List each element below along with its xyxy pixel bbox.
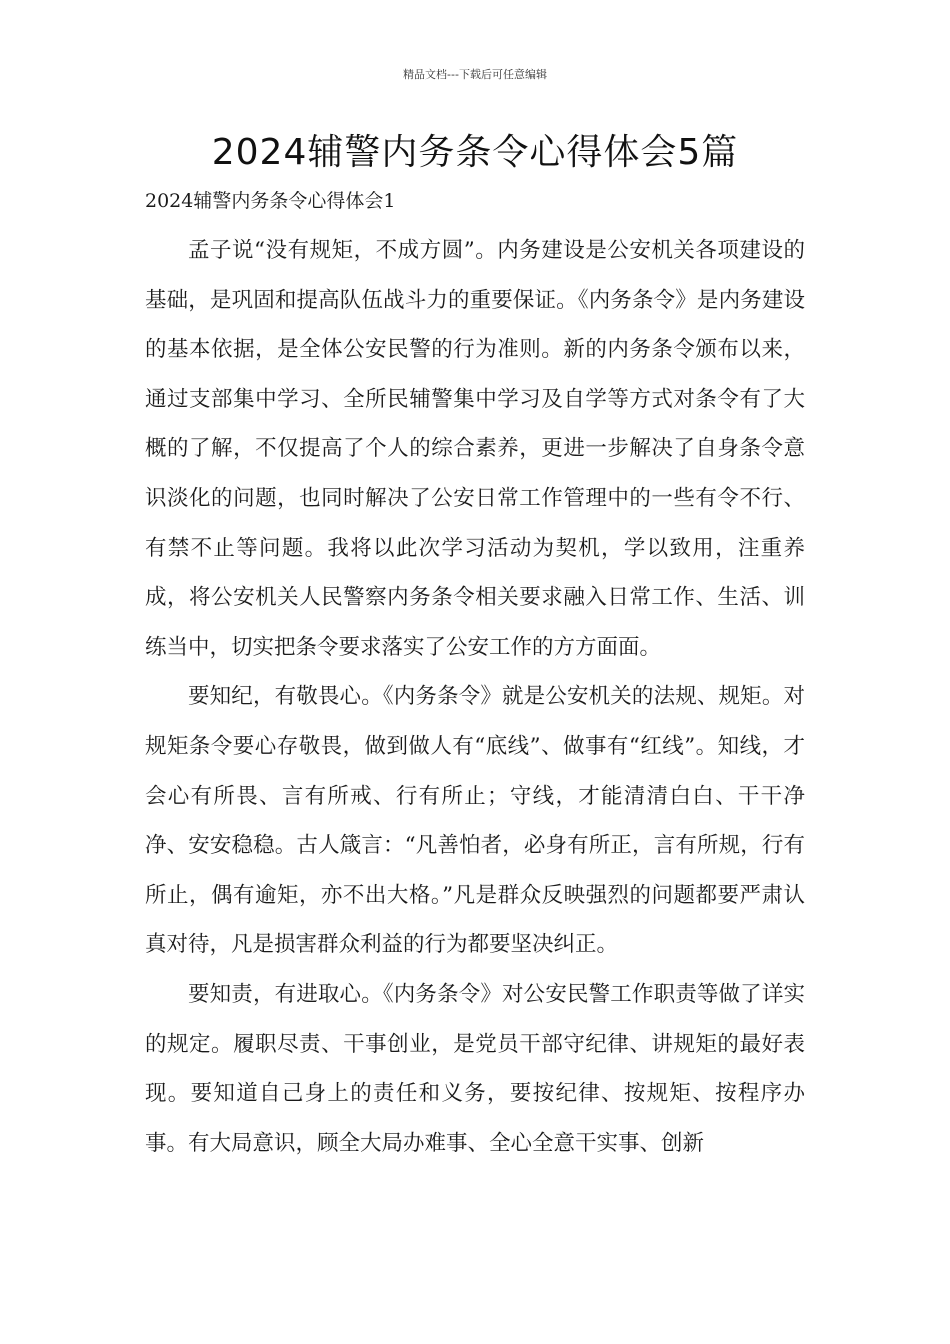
body-paragraph: 要知责，有进取心。《内务条令》对公安民警工作职责等做了详实的规定。履职尽责、干事创业，是党员干部守纪律、讲规矩的最好表现。要知道自己身上的责任和义务，要按纪律、按规矩、按程序办事。有大局意识，顾全大局办难事、全心全意干实事、创新 [145, 981, 805, 1156]
section-subtitle: 2024辅警内务条令心得体会1 [145, 190, 396, 212]
body-paragraph: 孟子说“没有规矩，不成方圆”。内务建设是公安机关各项建设的基础，是巩固和提高队伍战斗力的重要保证。《内务条令》是内务建设的基本依据，是全体公安民警的行为准则。新的内务条令颁布以来，通过支部集中学习、全所民辅警集中学习及自学等方式对条令有了大概的了解，不仅提高了个人的综合素养，更进一步解决了自身条令意识淡化的问题，也同时解决了公安日常工作管理中的一些有令不行、有禁不止等问题。我将以此次学习活动为契机，学以致用，注重养成，将公安机关人民警察内务条令相关要求融入日常工作、生活、训练当中，切实把条令要求落实了公安工作的方方面面。 [145, 238, 805, 660]
document-body [145, 226, 805, 1168]
document-title: 2024辅警内务条令心得体会5篇 [211, 132, 739, 173]
page-header: 精品文档---下载后可任意编辑 [403, 68, 547, 81]
body-paragraph: 要知纪，有敬畏心。《内务条令》就是公安机关的法规、规矩。对规矩条令要心存敬畏，做到做人有“底线”、做事有“红线”。知线，才会心有所畏、言有所戒、行有所止；守线，才能清清白白、干干净净、安安稳稳。古人箴言：“凡善怕者，必身有所正，言有所规，行有所止，偶有逾矩，亦不出大格。”凡是群众反映强烈的问题都要严肃认真对待，凡是损害群众利益的行为都要坚决纠正。 [145, 684, 805, 958]
